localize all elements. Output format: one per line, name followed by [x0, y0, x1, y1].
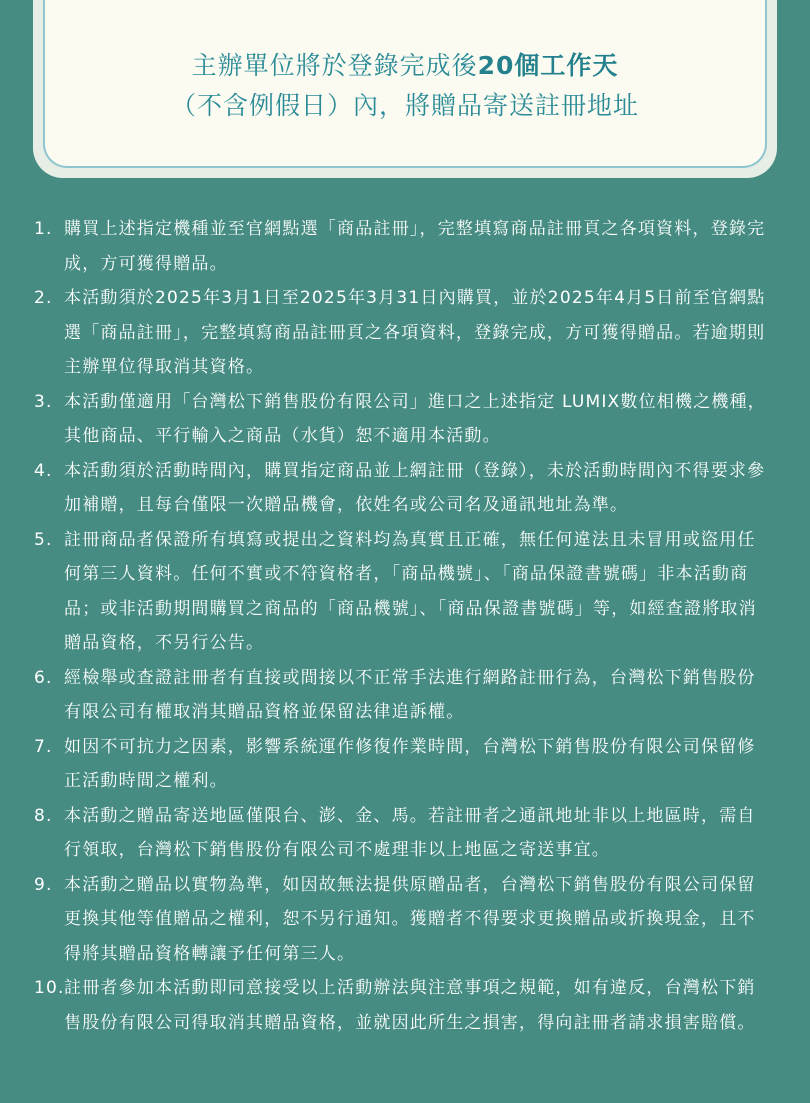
term-number: 4.: [34, 460, 53, 481]
term-item-5: [34, 523, 770, 661]
term-text: 註冊商品者保證所有填寫或提出之資料均為真實且正確，無任何違法且未冒用或盜用任何第三人資料。任何不實或不符資格者，「商品機號」、「商品保證書號碼」非本活動商品；或非活動期間購買之商品的「商品機號」、「商品保證書號碼」等，如經查證將取消贈品資格，不另行公告。: [64, 529, 757, 653]
term-number: 2.: [34, 288, 53, 308]
notice-line-2: （不含例假日）內，將贈品寄送註冊地址: [170, 91, 639, 120]
term-text: 如因不可抗力之因素，影響系統運作修復作業時間，台灣松下銷售股份有限公司保留修正活動時間之權利。: [64, 736, 756, 791]
term-text: 本活動須於活動時間內，購買指定商品並上網註冊（登錄），未於活動時間內不得要求參加補贈，且每台僅限一次贈品機會，依姓名或公司名及通訊地址為準。: [64, 460, 766, 515]
notice-line-1: [45, 46, 765, 82]
notice-line-1-prefix: 主辦單位將於登錄完成後: [191, 51, 478, 80]
term-text: 本活動之贈品寄送地區僅限台、澎、金、馬。若註冊者之通訊地址非以上地區時，需自行領取，台灣松下銷售股份有限公司不處理非以上地區之寄送事宜。: [64, 805, 756, 860]
notice-card: [33, 0, 777, 178]
term-number: 5.: [34, 529, 53, 550]
term-item-1: [34, 212, 770, 281]
term-item-7: [34, 730, 770, 799]
term-text: 本活動之贈品以實物為準，如因故無法提供原贈品者，台灣松下銷售股份有限公司保留更換其他等值贈品之權利，恕不另行通知。獲贈者不得要求更換贈品或折換現金，且不得將其贈品資格轉讓予任何第三人。: [64, 874, 756, 964]
term-number: 3.: [34, 391, 53, 412]
term-number: 10.: [34, 978, 65, 998]
terms-list: [34, 212, 770, 1040]
notice-card-inner: [43, 0, 767, 168]
term-item-2: [34, 281, 770, 385]
term-text: 經檢舉或查證註冊者有直接或間接以不正常手法進行網路註冊行為，台灣松下銷售股份有限公司有權取消其贈品資格並保留法律追訴權。: [64, 667, 756, 722]
term-item-8: [34, 799, 770, 868]
term-text: 本活動須於2025年3月1日至2025年3月31日內購買，並於2025年4月5日前至官網點選「商品註冊」，完整填寫商品註冊頁之各項資料，登錄完成，方可獲得贈品。若逾期則主辦單位得取消其資格。: [64, 288, 766, 377]
term-item-4: [34, 454, 770, 523]
term-number: 8.: [34, 805, 53, 826]
term-item-6: [34, 661, 770, 730]
notice-line-1-emphasis: 20個工作天: [477, 51, 619, 80]
term-text: 本活動僅適用「台灣松下銷售股份有限公司」進口之上述指定 LUMIX數位相機之機種，其他商品、平行輸入之商品（水貨）恕不適用本活動。: [64, 391, 766, 446]
term-text: 購買上述指定機種並至官網點選「商品註冊」，完整填寫商品註冊頁之各項資料，登錄完成，方可獲得贈品。: [64, 219, 766, 274]
term-item-10: [34, 971, 770, 1040]
term-number: 1.: [34, 219, 53, 239]
term-item-9: [34, 868, 770, 972]
term-text: 註冊者參加本活動即同意接受以上活動辦法與注意事項之規範，如有違反，台灣松下銷售股份有限公司得取消其贈品資格，並就因此所生之損害，得向註冊者請求損害賠償。: [64, 978, 756, 1033]
term-number: 9.: [34, 874, 53, 895]
term-number: 6.: [34, 667, 53, 688]
term-number: 7.: [34, 736, 53, 757]
term-item-3: [34, 385, 770, 454]
